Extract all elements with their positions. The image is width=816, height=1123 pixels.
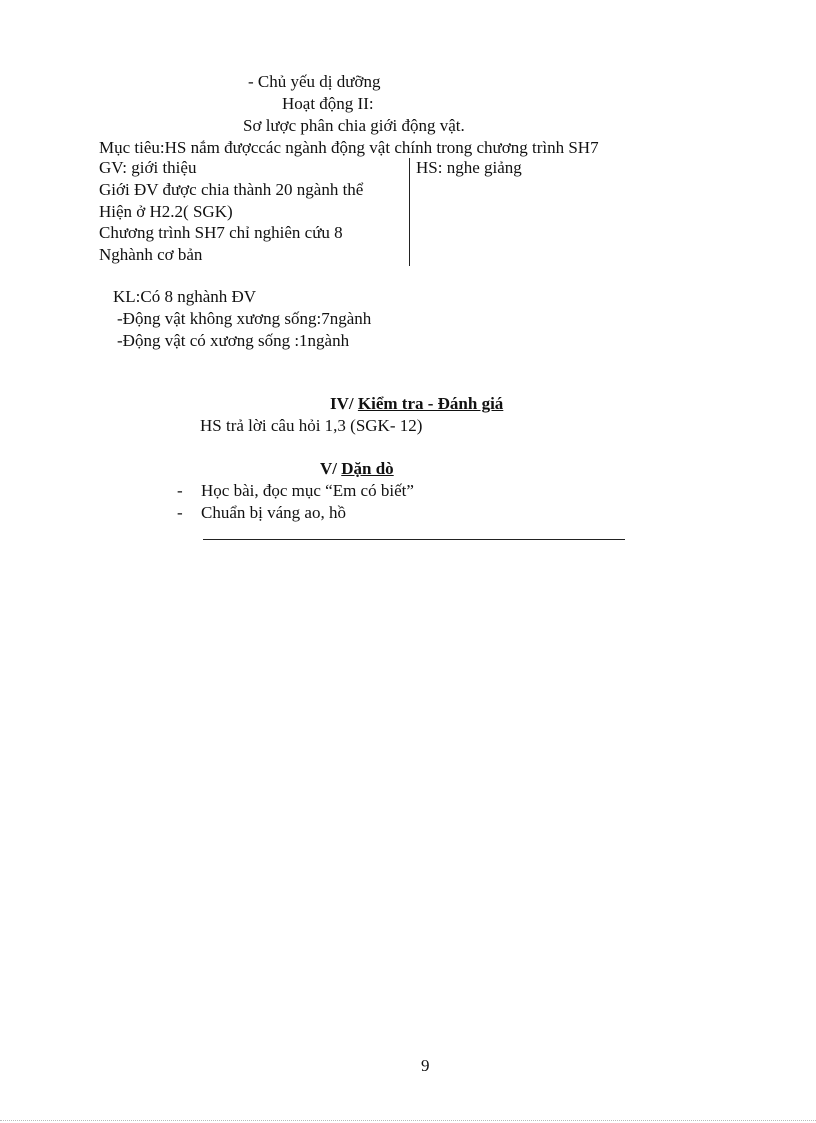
end-rule <box>203 539 625 540</box>
list-item: Chuẩn bị váng ao, hồ <box>201 503 346 522</box>
page-bottom-border <box>0 1120 816 1121</box>
conclusion-item: -Động vật không xương sống:7ngành <box>117 309 372 328</box>
conclusion-title: KL:Có 8 nghành ĐV <box>113 287 257 306</box>
list-bullet: - <box>177 481 183 500</box>
section4-prefix: IV/ <box>330 394 354 413</box>
section4-heading <box>330 394 503 414</box>
table-left-line: Giới ĐV được chia thành 20 ngành thể <box>99 180 364 199</box>
table-left-line: Chương trình SH7 chỉ nghiên cứu 8 <box>99 223 343 242</box>
section4-body: HS trả lời câu hỏi 1,3 (SGK- 12) <box>200 416 423 435</box>
objective-line: Mục tiêu:HS nắm đượccác ngành động vật chính trong chương trình SH7 <box>99 138 599 157</box>
section5-title: Dặn dò <box>341 459 394 478</box>
section5-heading <box>320 459 394 479</box>
list-bullet: - <box>177 503 183 522</box>
table-divider <box>409 158 410 266</box>
table-left-line: Nghành cơ bản <box>99 245 203 264</box>
intro-line: - Chủ yếu dị dưỡng <box>248 72 381 91</box>
table-left-line: GV: giới thiệu <box>99 158 197 177</box>
section5-prefix: V/ <box>320 459 337 478</box>
page-number: 9 <box>421 1056 430 1075</box>
activity-heading: Hoạt động II: <box>282 94 374 113</box>
list-item: Học bài, đọc mục “Em có biết” <box>201 481 414 500</box>
table-right-line: HS: nghe giảng <box>416 158 522 177</box>
table-left-line: Hiện ở H2.2( SGK) <box>99 202 233 221</box>
activity-subheading: Sơ lược phân chia giới động vật. <box>243 116 465 135</box>
section4-title: Kiểm tra - Đánh giá <box>357 394 504 413</box>
conclusion-item: -Động vật có xương sống :1ngành <box>117 331 350 350</box>
